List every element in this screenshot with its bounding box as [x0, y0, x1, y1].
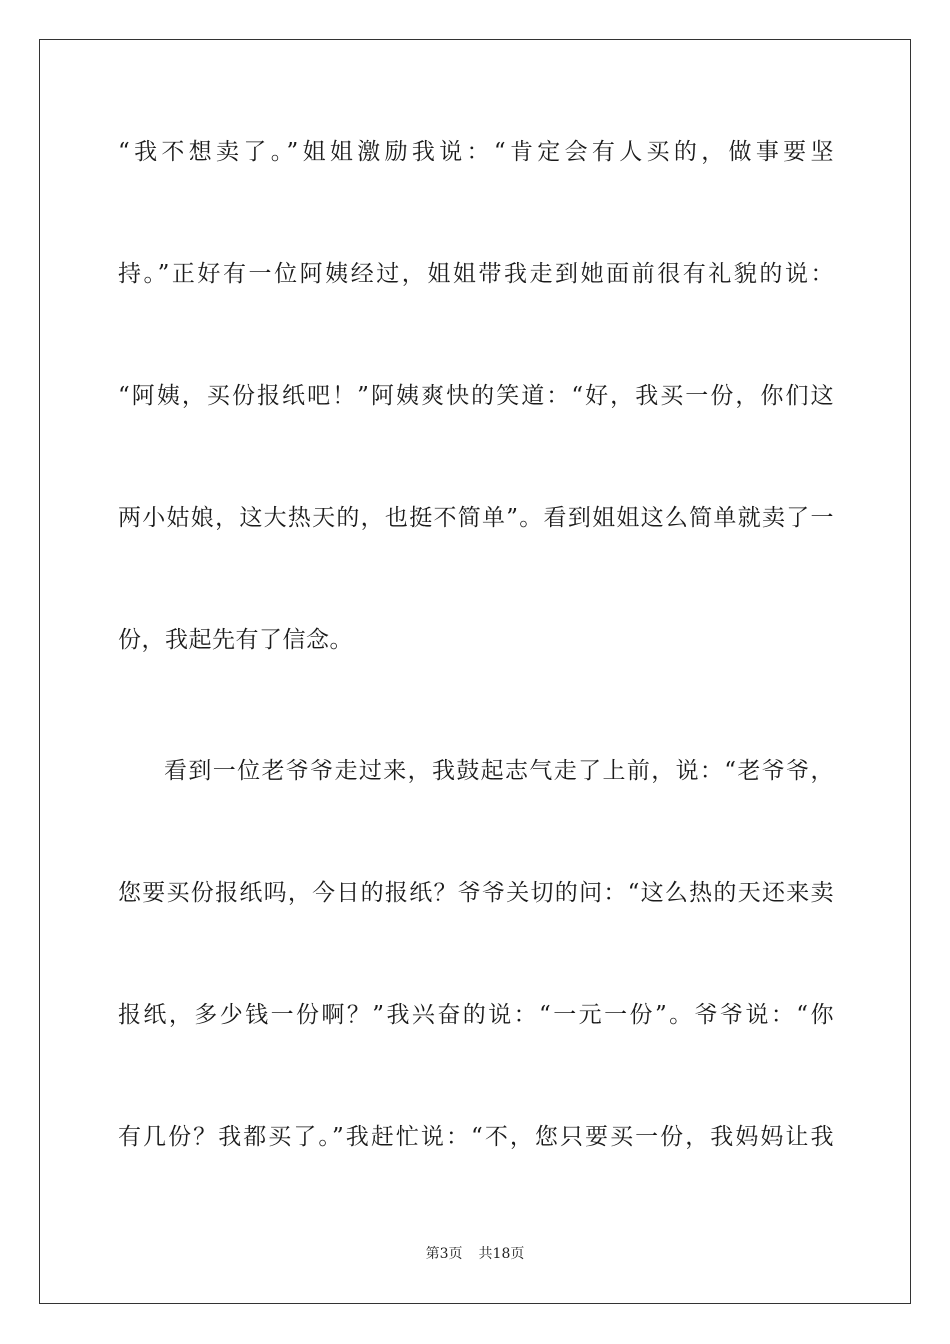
text-line: 两小姑娘，这大热天的，也挺不简单”。看到姐姐这么简单就卖了一 — [118, 505, 834, 531]
page-border — [39, 39, 911, 1304]
text-line: 份，我起先有了信念。 — [118, 627, 353, 653]
text-line: 报纸，多少钱一份啊？”我兴奋的说：“一元一份”。爷爷说：“你 — [118, 1002, 834, 1028]
page-footer — [0, 1245, 950, 1263]
page-number: 第3页 — [425, 1246, 463, 1262]
text-line: 持。”正好有一位阿姨经过，姐姐带我走到她面前很有礼貌的说： — [118, 261, 834, 287]
text-line: “我不想卖了。”姐姐激励我说：“肯定会有人买的，做事要坚 — [118, 139, 834, 165]
text-line: 有几份？我都买了。”我赶忙说：“不，您只要买一份，我妈妈让我 — [118, 1124, 834, 1150]
text-line-paragraph-start: 看到一位老爷爷走过来，我鼓起志气走了上前，说：“老爷爷， — [164, 758, 834, 784]
page-total: 共18页 — [478, 1246, 525, 1262]
text-line: “阿姨，买份报纸吧！”阿姨爽快的笑道：“好，我买一份，你们这 — [118, 383, 834, 409]
text-line: 您要买份报纸吗，今日的报纸？爷爷关切的问：“这么热的天还来卖 — [118, 880, 834, 906]
